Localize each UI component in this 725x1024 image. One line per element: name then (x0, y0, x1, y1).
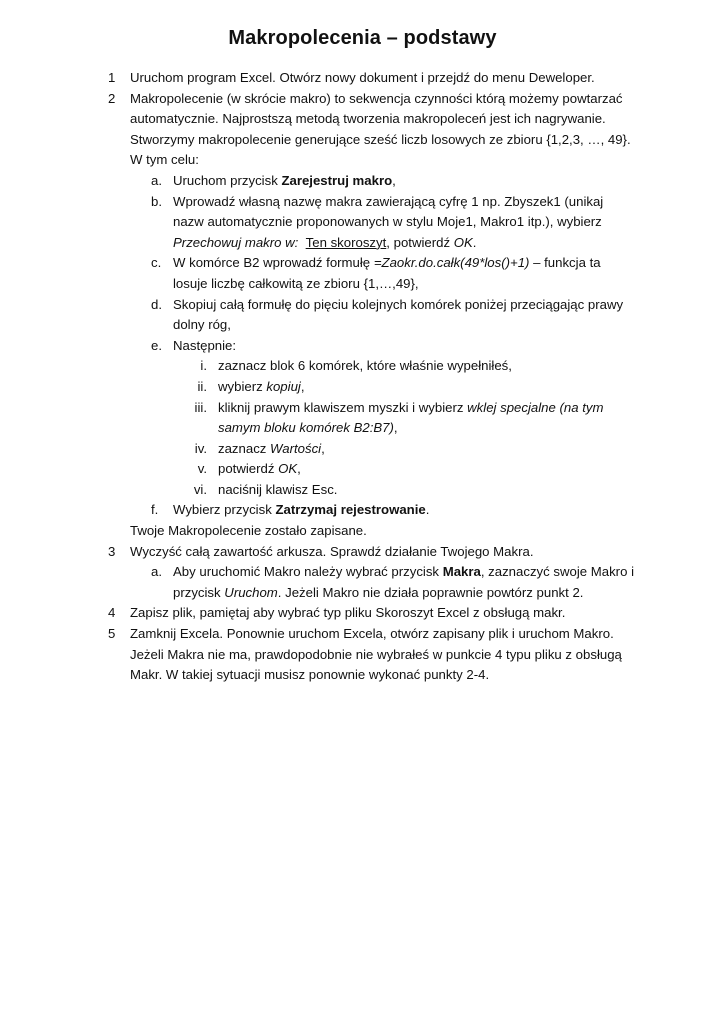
sub-text: losuje liczbę całkowitą ze zbioru {1,…,49}, (173, 275, 419, 291)
sub-item-e (0, 336, 725, 357)
sub-text-plain: . (425, 502, 430, 518)
sub-sub-item-iii-line (0, 418, 725, 439)
item-text: W tym celu: (130, 152, 199, 168)
page-title: Makropolecenia – podstawy (228, 27, 497, 49)
sub-marker: c. (151, 255, 162, 271)
sub-sub-text (218, 418, 398, 439)
sub-text-plain: . Jeżeli Makro nie działa poprawnie powtórz punkt 2. (277, 584, 584, 600)
list-item-2-line (0, 109, 725, 130)
sub-text-plain: , potwierdź (386, 234, 454, 250)
sub-sub-text (218, 398, 603, 419)
list-item-5 (0, 624, 725, 645)
command-italic: Wartości (270, 440, 322, 456)
sub-text-plain: Wybierz przycisk (173, 502, 276, 518)
sub-sub-text (218, 459, 301, 480)
item-number: 5 (108, 626, 116, 642)
roman-marker: iii. (194, 399, 207, 415)
sub-text (173, 171, 396, 192)
command-italic: wklej specjalne (na tym (467, 399, 604, 415)
item-text: Makr. W takiej sytuacji musisz ponownie wykonać punkty 2-4. (130, 667, 490, 683)
list-item-5-line (0, 645, 725, 666)
item-number: 2 (108, 90, 116, 106)
sub-sub-text (218, 377, 305, 398)
sub-sub-item-v (0, 459, 725, 480)
sub-text-plain: . (472, 234, 477, 250)
roman-marker: v. (197, 461, 207, 477)
button-name-bold: Zatrzymaj rejestrowanie (275, 502, 426, 518)
sub-marker: b. (151, 193, 162, 209)
list-item-5-line (0, 665, 725, 686)
sub-item-b (0, 192, 725, 213)
sub-text-plain: , (297, 461, 301, 477)
list-item-2-line (0, 130, 725, 151)
sub-text-plain: przycisk (173, 584, 225, 600)
item-text: automatycznie. Najprostszą metodą tworzenia makropoleceń jest ich nagrywanie. (130, 111, 606, 127)
sub-text (173, 233, 476, 254)
sub-item-c (0, 253, 725, 274)
item-number: 3 (108, 543, 116, 559)
sub-item-d-line (0, 315, 725, 336)
sub-item-a (0, 171, 725, 192)
sub-text-plain: – funkcja ta (529, 255, 601, 271)
item-text: Twoje Makropolecenie zostało zapisane. (130, 523, 367, 539)
sub-sub-item-ii (0, 377, 725, 398)
sub-text: Wprowadź własną nazwę makra zawierającą cyfrę 1 np. Zbyszek1 (unikaj (173, 193, 604, 209)
sub-text (173, 500, 429, 521)
roman-marker: i. (200, 358, 207, 374)
option-italic: Przechowuj makro w: (173, 234, 299, 250)
item-text: Jeżeli Makra nie ma, prawdopodobnie nie wybrałeś w punkcie 4 typu pliku z obsługą (130, 646, 622, 662)
sub-sub-text: naciśnij klawisz Esc. (218, 481, 338, 497)
sub-text-plain: , zaznaczyć swoje Makro i (480, 564, 634, 580)
sub-sub-item-i (0, 356, 725, 377)
item-text: Wyczyść całą zawartość arkusza. Sprawdź działanie Twojego Makra. (130, 543, 534, 559)
list-item-4 (0, 603, 725, 624)
roman-marker: ii. (197, 378, 207, 394)
instruction-list (0, 68, 725, 686)
command-italic: samym bloku komórek B2:B7) (218, 420, 394, 436)
ok-italic: OK (453, 234, 473, 250)
item-text: Stworzymy makropolecenie generujące sześć liczb losowych ze zbioru {1,2,3, …, 49}. (130, 131, 631, 147)
sub-text: dolny róg, (173, 317, 231, 333)
item-number: 4 (108, 605, 116, 621)
button-name-italic: Uruchom (224, 584, 278, 600)
formula-italic: =Zaokr.do.całk(49*los()+1) (373, 255, 530, 271)
sub-text (173, 583, 583, 604)
sub-item-b-line (0, 212, 725, 233)
sub-text-plain: , (321, 440, 325, 456)
list-item-1 (0, 68, 725, 89)
sub-marker: f. (151, 502, 159, 518)
sub-text-plain: kliknij prawym klawiszem myszki i wybierz (218, 399, 468, 415)
sub-sub-item-iii (0, 398, 725, 419)
sub-sub-item-iv (0, 439, 725, 460)
sub-marker: d. (151, 296, 162, 312)
list-item-2-line (0, 150, 725, 171)
item-2-closing (0, 521, 725, 542)
sub-text-plain: , (300, 378, 305, 394)
sub-text-plain: , (392, 172, 396, 188)
sub-text: nazw automatycznie proponowanych w stylu Moje1, Makro1 itp.), wybierz (173, 214, 602, 230)
sub-sub-text: zaznacz blok 6 komórek, które właśnie wypełniłeś, (218, 358, 512, 374)
sub-text (173, 562, 634, 583)
list-item-2 (0, 89, 725, 110)
sub-text-plain: W komórce B2 wprowadź formułę (173, 255, 374, 271)
sub-text-plain: potwierdź (218, 461, 279, 477)
sub-marker: a. (151, 172, 162, 188)
sub-text-plain: Aby uruchomić Makro należy wybrać przycisk (173, 564, 443, 580)
item-number: 1 (108, 70, 116, 85)
option-underlined: Ten skoroszyt (305, 234, 387, 250)
sub-item-a (0, 562, 725, 583)
sub-text-plain: , (393, 420, 398, 436)
sub-text: Następnie: (173, 337, 237, 353)
sub-sub-item-vi (0, 480, 725, 501)
item-text: Uruchom program Excel. Otwórz nowy dokument i przejdź do menu Deweloper. (130, 70, 595, 85)
sub-text-plain: Uruchom przycisk (173, 172, 282, 188)
item-text: Makropolecenie (w skrócie makro) to sekwencja czynności którą możemy powtarzać (130, 90, 623, 106)
sub-item-f (0, 500, 725, 521)
sub-item-b-line (0, 233, 725, 254)
item-text: Zamknij Excela. Ponownie uruchom Excela, otwórz zapisany plik i uruchom Makro. (130, 626, 614, 642)
sub-item-d (0, 295, 725, 316)
sub-text-plain: wybierz (218, 378, 267, 394)
roman-marker: vi. (193, 481, 207, 497)
sub-text: Skopiuj całą formułę do pięciu kolejnych komórek poniżej przeciągając prawy (173, 296, 624, 312)
command-italic: OK (278, 461, 298, 477)
sub-item-a-line (0, 583, 725, 604)
item-text: Zapisz plik, pamiętaj aby wybrać typ pliku Skoroszyt Excel z obsługą makr. (130, 605, 566, 621)
sub-text (173, 253, 601, 274)
button-name-bold: Zarejestruj makro (281, 172, 393, 188)
list-item-3 (0, 542, 725, 563)
sub-marker: a. (151, 564, 162, 580)
roman-marker: iv. (194, 440, 207, 456)
sub-item-c-line (0, 274, 725, 295)
sub-sub-text (218, 439, 325, 460)
sub-text-plain: zaznacz (218, 440, 271, 456)
sub-marker: e. (151, 337, 162, 353)
command-italic: kopiuj (266, 378, 301, 394)
button-name-bold: Makra (442, 564, 481, 580)
